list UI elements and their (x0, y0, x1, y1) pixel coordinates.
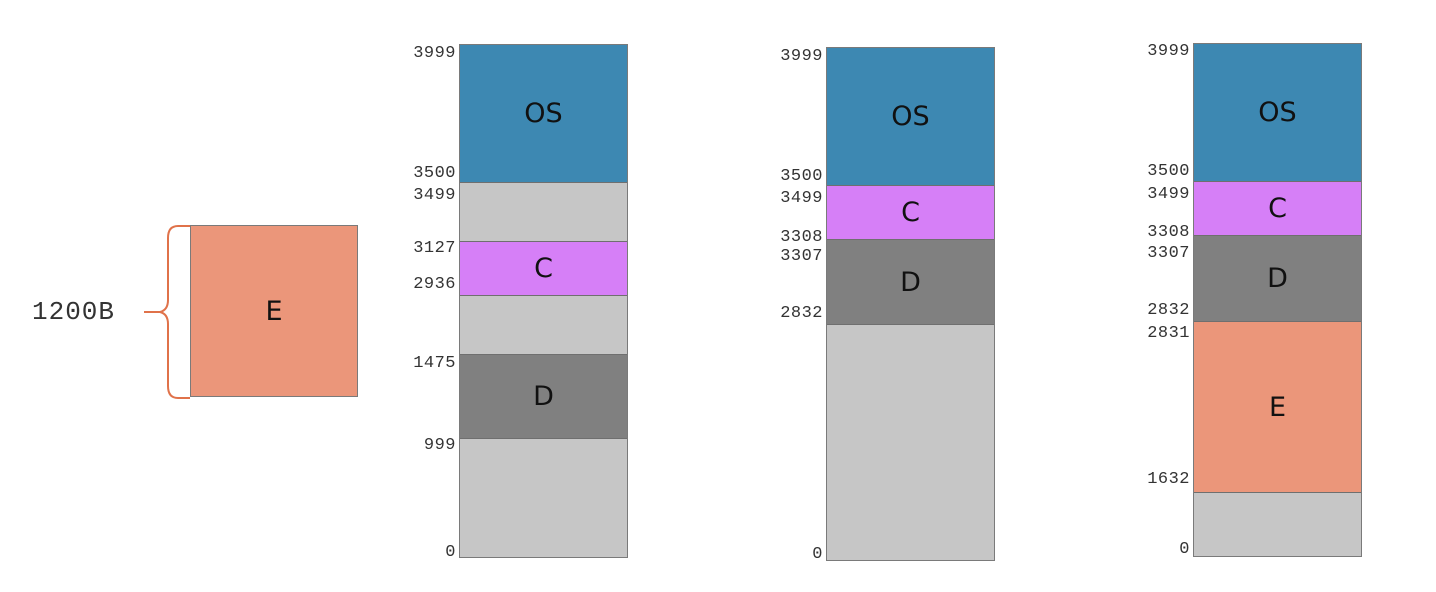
process-d-block: D (1194, 235, 1361, 321)
free-block (460, 182, 627, 241)
address-label: 1475 (413, 354, 456, 373)
address-label: 2831 (1147, 324, 1190, 343)
address-label: 3499 (413, 186, 456, 205)
address-label: 0 (1179, 540, 1190, 559)
address-label: 999 (423, 436, 456, 455)
address-label: 3999 (780, 47, 823, 66)
process-c-block: C (827, 185, 994, 239)
os-block: OS (1194, 44, 1361, 181)
address-label: 2936 (413, 275, 456, 294)
address-label: 3308 (780, 228, 823, 247)
free-block (827, 324, 994, 560)
address-label: 3499 (1147, 185, 1190, 204)
address-label: 3127 (413, 239, 456, 258)
process-c-block: C (460, 241, 627, 295)
free-block (1194, 492, 1361, 556)
address-label: 1632 (1147, 470, 1190, 489)
size-brace (142, 222, 192, 402)
memory-column-1 (459, 44, 628, 558)
address-label: 3307 (780, 247, 823, 266)
os-block: OS (460, 45, 627, 182)
free-block (460, 295, 627, 354)
address-label: 3500 (413, 164, 456, 183)
address-label: 3499 (780, 189, 823, 208)
process-e-block: E (1194, 321, 1361, 492)
address-label: 0 (812, 545, 823, 564)
address-label: 2832 (780, 304, 823, 323)
process-d-block: D (460, 354, 627, 438)
process-d-block: D (827, 239, 994, 324)
address-label: 3999 (413, 44, 456, 63)
memory-column-2 (826, 47, 995, 561)
memory-column-3 (1193, 43, 1362, 557)
process-size-label: 1200B (32, 297, 116, 327)
address-label: 2832 (1147, 301, 1190, 320)
address-label: 3999 (1147, 42, 1190, 61)
process-c-block: C (1194, 181, 1361, 235)
os-block: OS (827, 48, 994, 185)
address-label: 3307 (1147, 244, 1190, 263)
address-label: 3500 (780, 167, 823, 186)
address-label: 0 (445, 543, 456, 562)
free-block (460, 438, 627, 557)
process-e-block: E (190, 225, 358, 397)
address-label: 3500 (1147, 162, 1190, 181)
address-label: 3308 (1147, 223, 1190, 242)
